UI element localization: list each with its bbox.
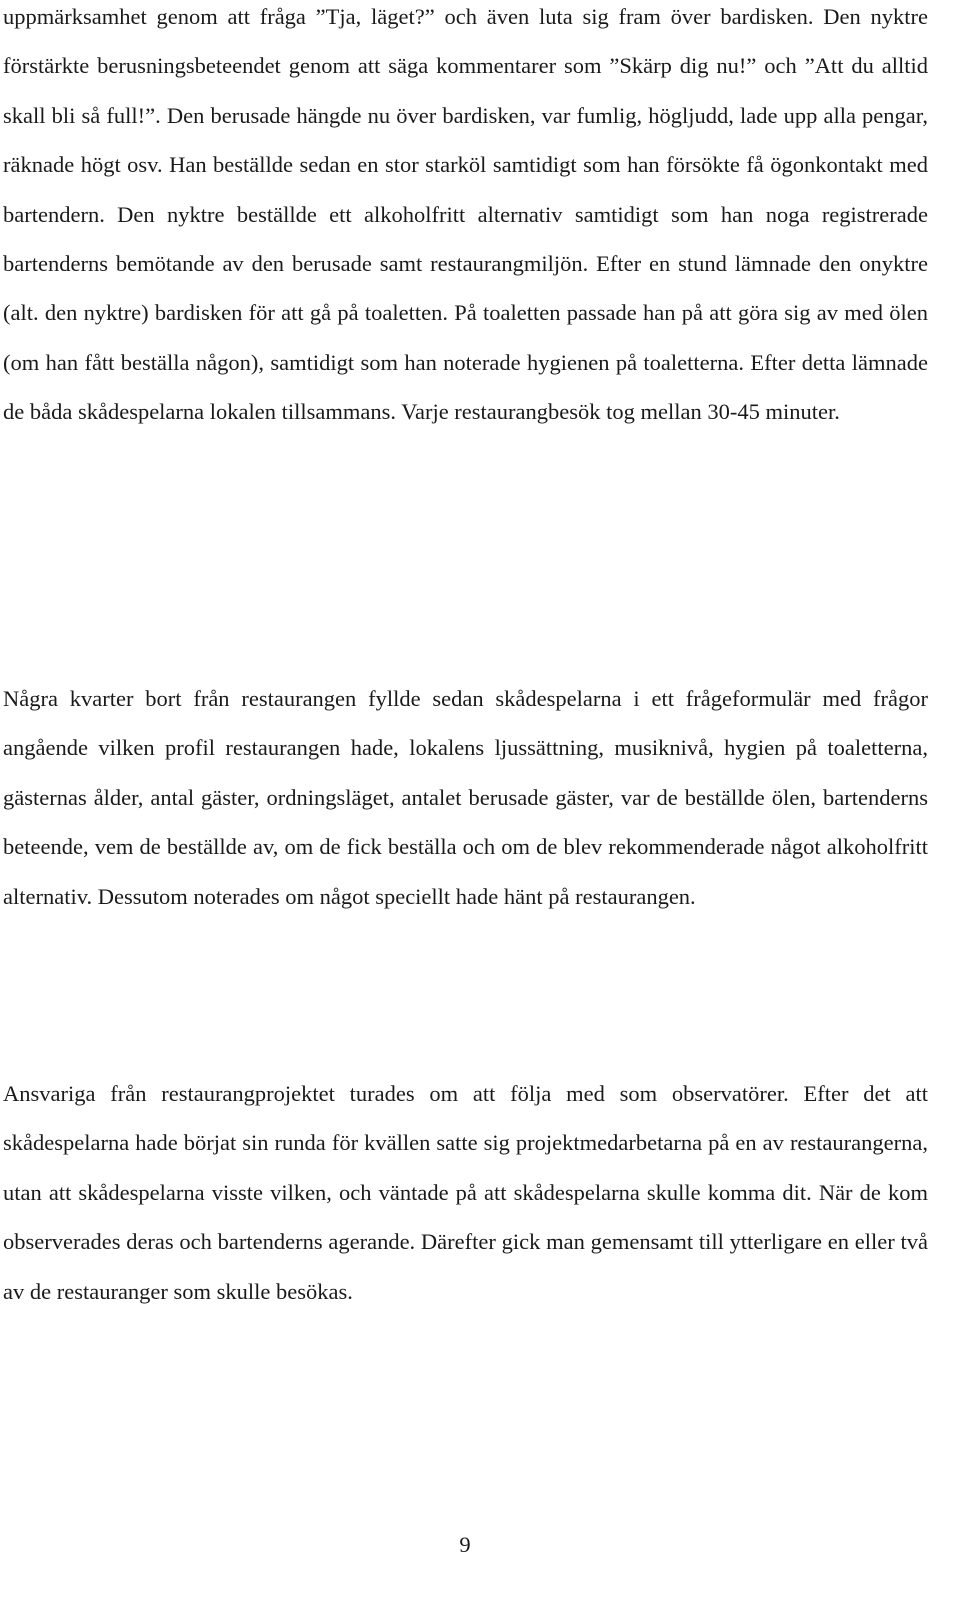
body-paragraph: Ansvariga från restaurangprojektet turades om att följa med som observatörer. Efter det att skådespelarna hade börjat sin runda för kvällen satte sig projektmedarbetarna på en av restaurangerna, utan att skådespelarna visste vilken, och väntade på att skådespelarna skulle komma dit. När de kom observerades deras och bartenderns agerande. Därefter gick man gemensamt till ytterligare en eller två av de restauranger som skulle besökas.: [3, 1081, 928, 1304]
page-number: 9: [459, 1532, 471, 1557]
body-paragraph: Några kvarter bort från restaurangen fyllde sedan skådespelarna i ett frågeformulär med frågor angående vilken profil restaurangen hade, lokalens ljussättning, musiknivå, hygien på toaletterna, gästernas ålder, antal gäster, ordningsläget, antalet berusade gäster, var de beställde ölen, bartenderns beteende, vem de beställde av, om de fick beställa och om de blev rekommenderade något alkoholfritt alternativ. Dessutom noterades om något speciellt hade hänt på restaurangen.: [3, 686, 928, 909]
body-paragraph: uppmärksamhet genom att fråga ”Tja, läget?” och även luta sig fram över bardisken. Den nyktre förstärkte berusningsbeteendet genom att säga kommentarer som ”Skärp dig nu!” och ”Att du alltid skall bli så full!”. Den berusade hängde nu över bardisken, var fumlig, högljudd, lade upp alla pengar, räknade högt osv. Han beställde sedan en stor starköl samtidigt som han försökte få ögonkontakt med bartendern. Den nyktre beställde ett alkoholfritt alternativ samtidigt som han noga registrerade bartenderns bemötande av den berusade samt restaurangmiljön. Efter en stund lämnade den onyktre (alt. den nyktre) bardisken för att gå på toaletten. På toaletten passade han på att göra sig av med ölen (om han fått beställa någon), samtidigt som han noterade hygienen på toaletterna. Efter detta lämnade de båda skådespelarna lokalen tillsammans. Varje restaurangbesök tog mellan 30-45 minuter.: [3, 4, 928, 425]
